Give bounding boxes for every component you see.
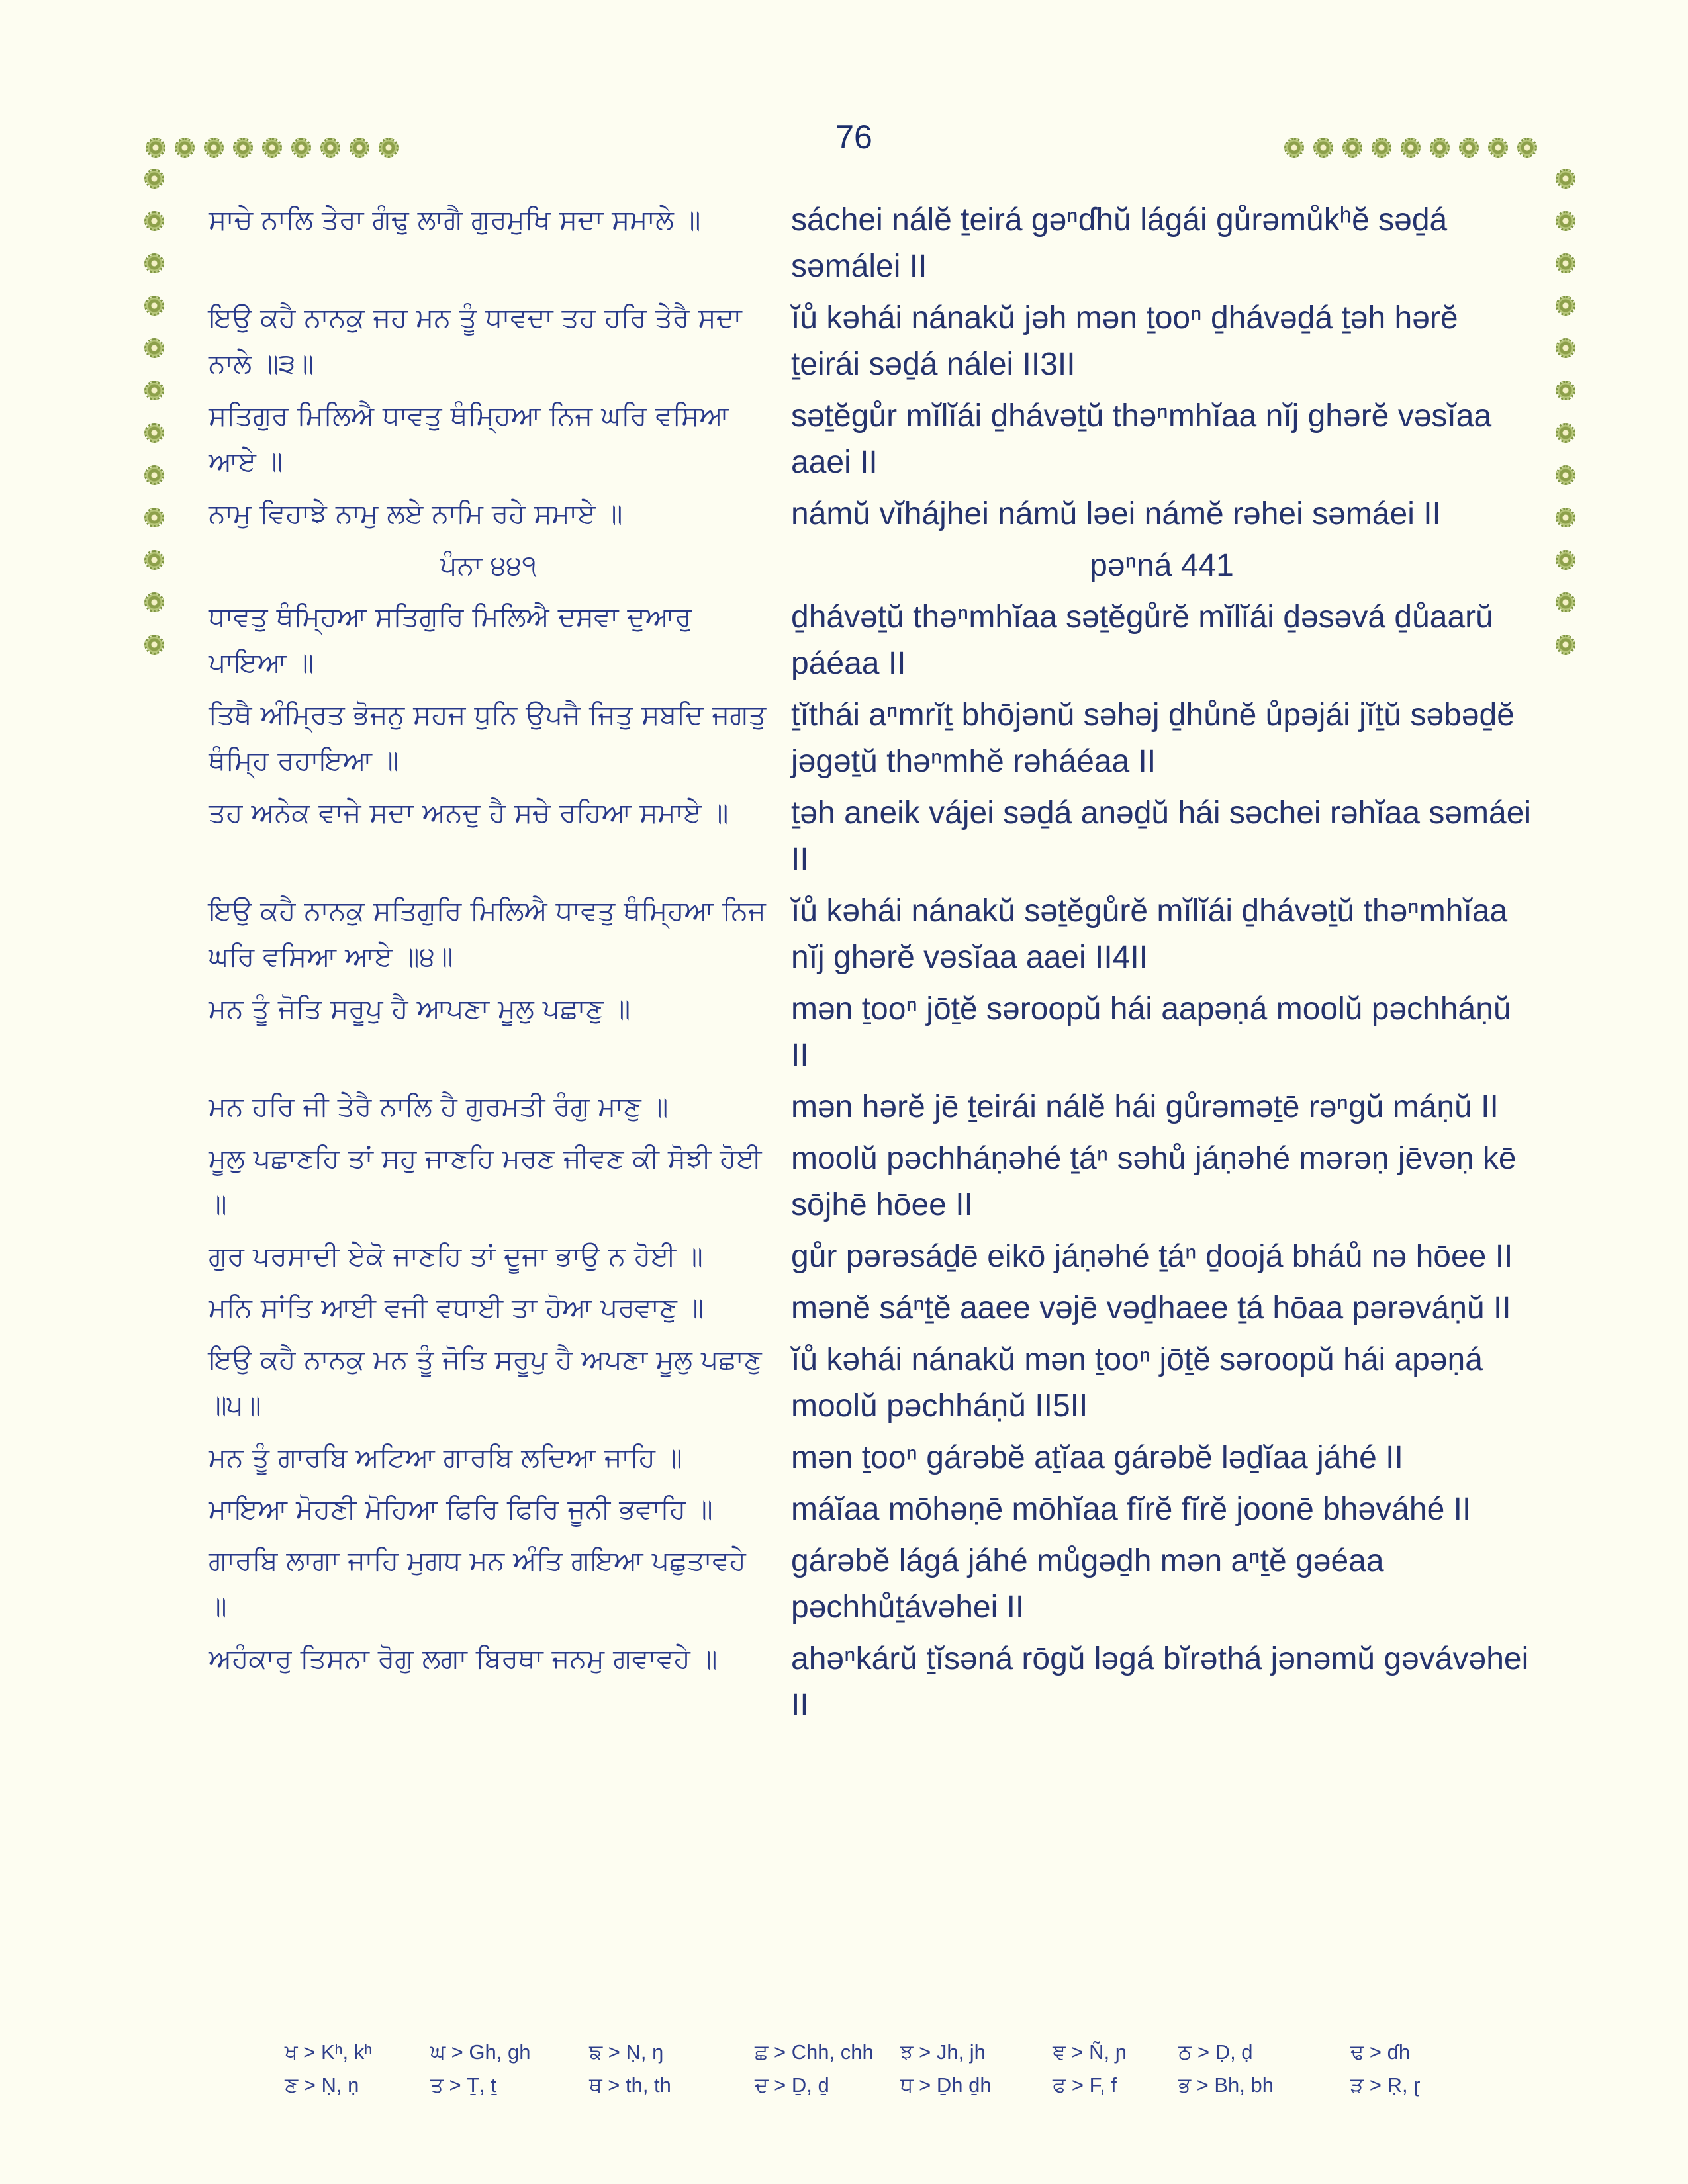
flower-icon xyxy=(1556,592,1575,612)
flower-icon xyxy=(1284,138,1304,158)
gurmukhi-text: ਅਹੰਕਾਰੁ ਤਿਸਨਾ ਰੋਗੁ ਲਗਾ ਬਿਰਥਾ ਜਨਮੁ ਗਵਾਵਹੇ ॥ xyxy=(209,1643,718,1674)
gurmukhi-text: ਤਹ ਅਨੇਕ ਵਾਜੇ ਸਦਾ ਅਨਦੁ ਹੈ ਸਚੇ ਰਹਿਆ ਸਮਾਏ ॥ xyxy=(209,797,729,829)
verse-row xyxy=(209,594,1532,687)
transliteration-text: ṯəh aneik vájei səḏá anəḏŭ hái səchei rəhĭaa səmáei II xyxy=(791,796,1532,877)
key-row xyxy=(285,2036,1410,2069)
flower-icon xyxy=(175,138,195,158)
flower-icon xyxy=(1488,138,1508,158)
key-entry: ੜ > Ṛ, ɽ xyxy=(1350,2073,1421,2097)
flower-icon xyxy=(233,138,253,158)
key-entry: ਣ > Ṇ, ṇ xyxy=(285,2073,359,2097)
transliteration-text: səṯĕgůr mĭlĭái ḏhávəṯŭ thəⁿmhĭaa nĭj ghərĕ vəsĭaa aaei II xyxy=(791,398,1492,480)
gurmukhi-text: ਤਿਥੈ ਅੰਮ੍ਰਿਤ ਭੋਜਨੁ ਸਹਜ ਧੁਨਿ ਉਪਜੈ ਜਿਤੁ ਸਬਦਿ ਜਗਤੁ ਥੰਮ੍ਹਿ ਰਹਾਇਆ ॥ xyxy=(209,699,767,776)
transliteration-text: ĭů kəhái nánakŭ səṯĕgůrĕ mĭlĭái ḏhávəṯŭ thəⁿmhĭaa nĭj ghərĕ vəsĭaa aaei II4II xyxy=(791,893,1508,975)
key-entry: ਙ > Ṇ, ŋ xyxy=(589,2040,664,2064)
gurmukhi-text: ਇਉ ਕਹੈ ਨਾਨਕੁ ਜਹ ਮਨ ਤੂੰ ਧਾਵਦਾ ਤਹ ਹਰਿ ਤੇਰੈ ਸਦਾ ਨਾਲੇ ॥੩॥ xyxy=(209,302,742,379)
key-entry: ਧ > Ḏh ḏh xyxy=(900,2073,992,2097)
verse-row xyxy=(209,1084,1532,1130)
flower-icon xyxy=(379,138,399,158)
flower-icon xyxy=(144,635,164,655)
verse-row xyxy=(209,1636,1532,1729)
key-entry: ਥ > th, th xyxy=(589,2073,671,2097)
gurmukhi-text: ਗਾਰਬਿ ਲਾਗਾ ਜਾਹਿ ਮੁਗਧ ਮਨ ਅੰਤਿ ਗਇਆ ਪਛੁਤਾਵਹੇ ॥ xyxy=(209,1545,746,1622)
flower-icon xyxy=(262,138,282,158)
flower-icon xyxy=(144,338,164,358)
top-right-flower-border xyxy=(1284,138,1537,158)
transliteration-text: ĭů kəhái nánakŭ jəh mən ṯooⁿ ḏhávəḏá ṯəh hərĕ ṯeirái səḏá nálei II3II xyxy=(791,300,1458,382)
gurmukhi-text: ਇਉ ਕਹੈ ਨਾਨਕੁ ਸਤਿਗੁਰਿ ਮਿਲਿਐ ਧਾਵਤੁ ਥੰਮ੍ਹਿਆ ਨਿਜ ਘਰਿ ਵਸਿਆ ਆਏ ॥੪॥ xyxy=(209,895,766,972)
flower-icon xyxy=(320,138,340,158)
transliteration-text: máĭaa mōhəṇē mōhĭaa fĭrĕ fĭrĕ joonē bhəváhé II xyxy=(791,1492,1472,1527)
transliteration-key xyxy=(285,2036,1421,2102)
flower-icon xyxy=(144,423,164,443)
flower-icon xyxy=(1342,138,1362,158)
gurmukhi-text: ਸਤਿਗੁਰ ਮਿਲਿਐ ਧਾਵਤੁ ਥੰਮ੍ਹਿਆ ਨਿਜ ਘਰਿ ਵਸਿਆ ਆਏ ॥ xyxy=(209,400,729,477)
gurmukhi-text: ਮੂਲੁ ਪਛਾਣਹਿ ਤਾਂ ਸਹੁ ਜਾਣਹਿ ਮਰਣ ਜੀਵਣ ਕੀ ਸੋਝੀ ਹੋਈ ॥ xyxy=(209,1142,762,1220)
key-entry: ਫ > F, f xyxy=(1053,2073,1117,2097)
key-entry: ਖ > Kʰ, kʰ xyxy=(285,2040,373,2064)
verse-row xyxy=(209,1486,1532,1533)
key-entry: ਞ > Ñ, ɲ xyxy=(1053,2040,1127,2064)
gurmukhi-text: ਨਾਮੁ ਵਿਹਾਝੇ ਨਾਮੁ ਲਏ ਨਾਮਿ ਰਹੇ ਸਮਾਏ ॥ xyxy=(209,498,623,529)
verse-row xyxy=(209,1435,1532,1481)
verse-row xyxy=(209,1538,1532,1631)
flower-icon xyxy=(1430,138,1450,158)
flower-icon xyxy=(1556,550,1575,570)
key-entry: ਤ > Ṯ, ṯ xyxy=(430,2073,496,2097)
key-entry: ਦ > Ḏ, ḏ xyxy=(755,2073,829,2097)
flower-icon xyxy=(1556,423,1575,443)
transliteration-text: moolŭ pəchháṇəhé ṯáⁿ səhů jáṇəhé mərəṇ jēvəṇ kē sōjhē hōee II xyxy=(791,1141,1517,1222)
transliteration-text: ĭů kəhái nánakŭ mən ṯooⁿ jōṯĕ səroopŭ hái apəṇá moolŭ pəchháṇŭ II5II xyxy=(791,1342,1483,1424)
verse-row xyxy=(209,491,1532,537)
key-entry: ਝ > Jh, jh xyxy=(900,2040,986,2064)
gurmukhi-text: ਗੁਰ ਪਰਸਾਦੀ ਏਕੋ ਜਾਣਹਿ ਤਾਂ ਦੂਜਾ ਭਾਉ ਨ ਹੋਈ ॥ xyxy=(209,1240,703,1272)
flower-icon xyxy=(144,592,164,612)
transliteration-text: mən ṯooⁿ gárəbĕ aṯĭaa gárəbĕ ləḏĭaa jáhé II xyxy=(791,1440,1403,1475)
gurmukhi-text: ਧਾਵਤੁ ਥੰਮ੍ਹਿਆ ਸਤਿਗੁਰਿ ਮਿਲਿਐ ਦਸਵਾ ਦੁਆਰੁ ਪਾਇਆ ॥ xyxy=(209,601,692,678)
transliteration-text: gůr pərəsáḏē eikō jáṇəhé ṯáⁿ ḏoojá bháů nə hōee II xyxy=(791,1239,1513,1274)
verse-row xyxy=(209,1285,1532,1332)
flower-icon xyxy=(144,296,164,316)
transliteration-text: námŭ vĭhájhei námŭ ləei námĕ rəhei səmáei II xyxy=(791,496,1441,531)
verse-row xyxy=(209,197,1532,290)
transliteration-text: sáchei nálĕ ṯeirá gəⁿɗhŭ lágái gůrəmůkʰĕ səḏá səmálei II xyxy=(791,203,1448,284)
verse-row xyxy=(209,692,1532,785)
gurmukhi-text: ਮਨਿ ਸਾਂਤਿ ਆਈ ਵਜੀ ਵਧਾਈ ਤਾ ਹੋਆ ਪਰਵਾਣੁ ॥ xyxy=(209,1292,704,1324)
key-entry: ਘ > Gh, gh xyxy=(430,2040,531,2064)
flower-icon xyxy=(1459,138,1479,158)
verse-row xyxy=(209,790,1532,883)
transliteration-text: mən hərĕ jē ṯeirái nálĕ hái gůrəməṯē rəⁿgŭ máṇŭ II xyxy=(791,1089,1499,1124)
flower-icon xyxy=(1556,465,1575,485)
gurmukhi-text: ਇਉ ਕਹੈ ਨਾਨਕੁ ਮਨ ਤੂੰ ਜੋਤਿ ਸਰੂਪੁ ਹੈ ਅਪਣਾ ਮੂਲੁ ਪਛਾਣੁ ॥੫॥ xyxy=(209,1343,762,1421)
flower-icon xyxy=(291,138,311,158)
verse-row xyxy=(209,986,1532,1079)
page-marker-row xyxy=(209,543,1532,589)
verse-row xyxy=(209,888,1532,981)
flower-icon xyxy=(144,169,164,189)
flower-icon xyxy=(144,550,164,570)
key-entry: ਛ > Chh, chh xyxy=(755,2040,874,2064)
flower-icon xyxy=(1517,138,1537,158)
flower-icon xyxy=(144,381,164,400)
gurmukhi-text: ਮਨ ਤੂੰ ਜੋਤਿ ਸਰੂਪੁ ਹੈ ਆਪਣਾ ਮੂਲੁ ਪਛਾਣੁ ॥ xyxy=(209,993,631,1024)
flower-icon xyxy=(1556,381,1575,400)
verse-row xyxy=(209,295,1532,388)
flower-icon xyxy=(1556,338,1575,358)
gurmukhi-text: ਮਨ ਤੂੰ ਗਾਰਬਿ ਅਟਿਆ ਗਾਰਬਿ ਲਦਿਆ ਜਾਹਿ ॥ xyxy=(209,1441,682,1473)
gurmukhi-text: ਸਾਚੇ ਨਾਲਿ ਤੇਰਾ ਗੰਢੁ ਲਾਗੈ ਗੁਰਮੁਖਿ ਸਦਾ ਸਮਾਲੇ ॥ xyxy=(209,204,701,236)
transliteration-text: gárəbĕ lágá jáhé můgəḏh mən aⁿṯĕ gəéaa pəchhůṯávəhei II xyxy=(791,1543,1384,1625)
flower-icon xyxy=(1556,296,1575,316)
flower-icon xyxy=(1556,508,1575,527)
flower-icon xyxy=(204,138,224,158)
flower-icon xyxy=(144,508,164,527)
top-left-flower-border xyxy=(146,138,399,158)
left-flower-border xyxy=(144,169,164,655)
key-entry: ਠ > Ḍ, ḍ xyxy=(1178,2040,1253,2064)
verse-row xyxy=(209,393,1532,486)
flower-icon xyxy=(350,138,369,158)
page-number: 76 xyxy=(835,118,872,156)
flower-icon xyxy=(146,138,165,158)
verse-row xyxy=(209,1234,1532,1280)
flower-icon xyxy=(1372,138,1391,158)
flower-icon xyxy=(1313,138,1333,158)
flower-icon xyxy=(1556,211,1575,231)
transliteration-text: ahəⁿkárŭ ṯĭsəná rōgŭ ləgá bĭrəthá jənəmŭ gəvávəhei II xyxy=(791,1641,1529,1723)
flower-icon xyxy=(1401,138,1421,158)
right-flower-border xyxy=(1556,169,1575,655)
transliteration-text: mən ṯooⁿ jōṯĕ səroopŭ hái aapəṇá moolŭ pəchháṇŭ II xyxy=(791,991,1511,1073)
transliteration-text: mənĕ sáⁿṯĕ aaee vəjē vəḏhaee ṯá hōaa pərəváṇŭ II xyxy=(791,1291,1511,1326)
flower-icon xyxy=(1556,635,1575,655)
flower-icon xyxy=(1556,253,1575,273)
page-marker-gurmukhi: ਪੰਨਾ ੪੪੧ xyxy=(440,549,537,581)
key-entry: ਢ > ɗh xyxy=(1350,2040,1411,2064)
key-row xyxy=(285,2069,1421,2102)
flower-icon xyxy=(1556,169,1575,189)
flower-icon xyxy=(144,211,164,231)
gurmukhi-text: ਮਨ ਹਰਿ ਜੀ ਤੇਰੈ ਨਾਲਿ ਹੈ ਗੁਰਮਤੀ ਰੰਗੁ ਮਾਣੁ ॥ xyxy=(209,1091,669,1122)
verse-row xyxy=(209,1136,1532,1228)
verse-table xyxy=(209,197,1532,1734)
page-marker-translit: pəⁿná 441 xyxy=(1090,548,1234,583)
transliteration-text: ḏhávəṯŭ thəⁿmhĭaa səṯĕgůrĕ mĭlĭái ḏəsəvá ḏůaarŭ páéaa II xyxy=(791,600,1493,681)
flower-icon xyxy=(144,465,164,485)
key-entry: ਭ > Bh, bh xyxy=(1178,2073,1274,2097)
gurmukhi-text: ਮਾਇਆ ਮੋਹਣੀ ਮੋਹਿਆ ਫਿਰਿ ਫਿਰਿ ਜੂਨੀ ਭਵਾਹਿ ॥ xyxy=(209,1493,713,1525)
flower-icon xyxy=(144,253,164,273)
transliteration-text: ṯĭthái aⁿmrĭṯ bhōjənŭ səhəj ḏhůnĕ ůpəjái jĭṯŭ səbəḏĕ jəgəṯŭ thəⁿmhĕ rəháéaa II xyxy=(791,698,1515,779)
verse-row xyxy=(209,1337,1532,1430)
